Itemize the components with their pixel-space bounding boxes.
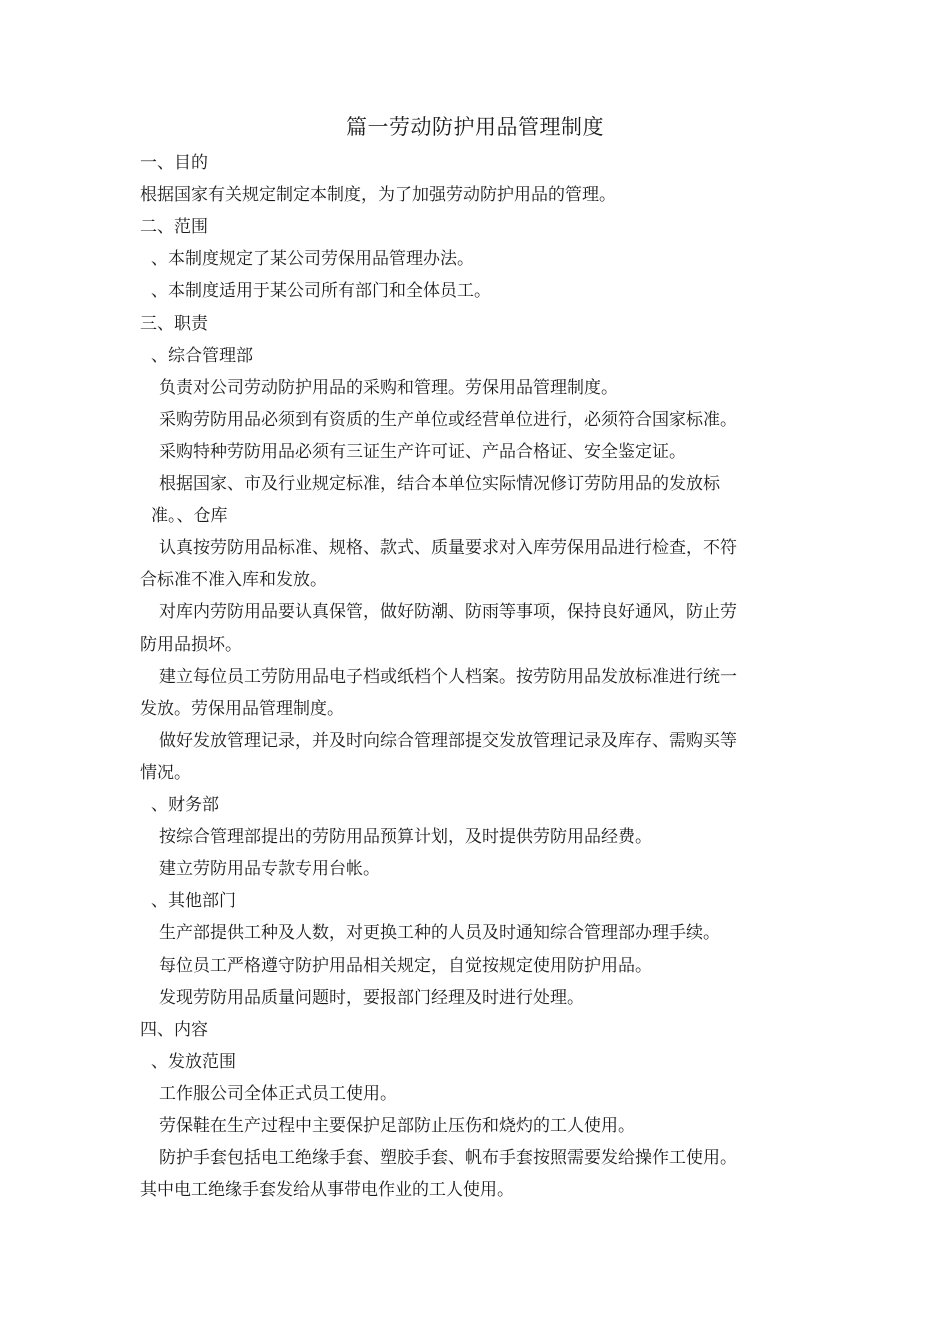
document-line: 、本制度规定了某公司劳保用品管理办法。 [151,249,474,270]
document-line: 对库内劳防用品要认真保管，做好防潮、防雨等事项，保持良好通风，防止劳 [159,602,737,623]
document-line: 认真按劳防用品标准、规格、款式、质量要求对入库劳保用品进行检查，不符 [159,538,737,559]
document-line: 合标准不准入库和发放。 [140,570,327,591]
document-line: 情况。 [140,762,191,783]
document-line: 、财务部 [151,795,219,815]
document-line: 做好发放管理记录，并及时向综合管理部提交发放管理记录及库存、需购买等 [159,730,737,751]
document-line: 、综合管理部 [151,345,253,366]
document-line: 劳保鞋在生产过程中主要保护足部防止压伤和烧灼的工人使用。 [159,1116,635,1136]
document-line: 防护手套包括电工绝缘手套、塑胶手套、帆布手套按照需要发给操作工使用。 [159,1148,737,1169]
document-line: 根据国家、市及行业规定标准，结合本单位实际情况修订劳防用品的发放标 [159,474,720,494]
document-line: 发现劳防用品质量问题时，要报部门经理及时进行处理。 [159,987,584,1008]
document-line: 建立每位员工劳防用品电子档或纸档个人档案。按劳防用品发放标准进行统一 [159,666,737,687]
document-line: 四、内容 [140,1019,208,1040]
document-line: 每位员工严格遵守防护用品相关规定，自觉按规定使用防护用品。 [159,955,652,976]
document-line: 其中电工绝缘手套发给从事带电作业的工人使用。 [140,1180,514,1201]
document-line: 、发放范围 [151,1051,236,1072]
document-line: 负责对公司劳动防护用品的采购和管理。劳保用品管理制度。 [159,377,618,398]
document-line: 生产部提供工种及人数，对更换工种的人员及时通知综合管理部办理手续。 [159,923,720,944]
document-line: 发放。劳保用品管理制度。 [140,698,344,719]
document-line: 根据国家有关规定制定本制度，为了加强劳动防护用品的管理。 [140,185,616,206]
document-title: 篇一劳动防护用品管理制度 [346,115,604,139]
document-line: 三、职责 [140,313,208,334]
document-line: 建立劳防用品专款专用台帐。 [159,859,380,880]
document-line: 工作服公司全体正式员工使用。 [159,1083,397,1104]
document-line: 采购特种劳防用品必须有三证生产许可证、产品合格证、安全鉴定证。 [159,441,686,462]
document-line: 按综合管理部提出的劳防用品预算计划，及时提供劳防用品经费。 [159,827,652,848]
document-line: 、其他部门 [151,891,236,912]
document-line: 、本制度适用于某公司所有部门和全体员工。 [151,281,491,302]
document-line: 防用品损坏。 [140,634,242,655]
document-line: 采购劳防用品必须到有资质的生产单位或经营单位进行，必须符合国家标准。 [159,409,737,430]
document-line: 二、范围 [140,217,208,238]
document-line: 一、目的 [140,153,208,173]
document-line: 准。、仓库 [151,506,228,527]
